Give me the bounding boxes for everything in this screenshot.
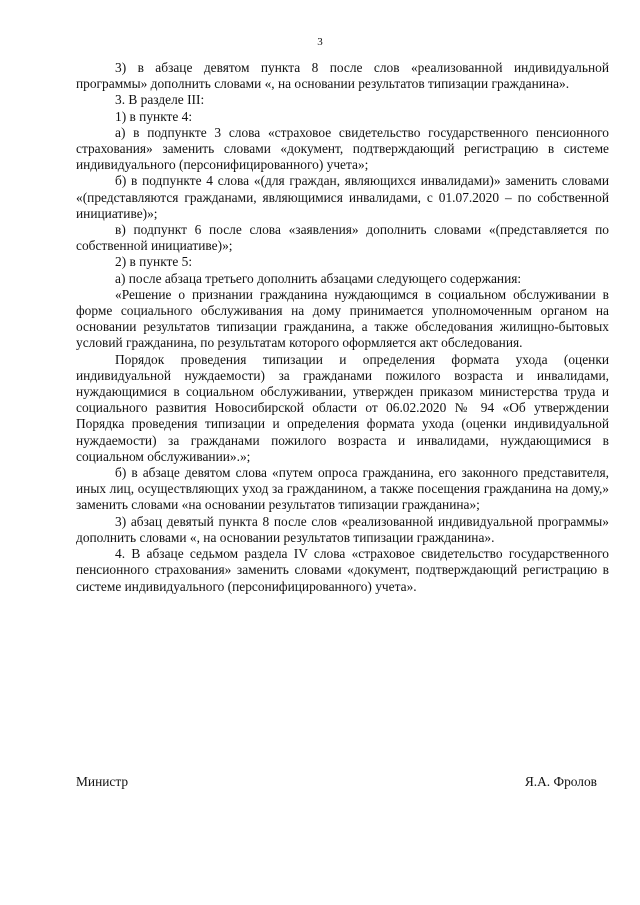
- signatory-name: Я.А. Фролов: [524, 774, 597, 789]
- paragraph: 4. В абзаце седьмом раздела IV слова «страховое свидетельство государственного пенсионного страхования» заменить словами «документ, подтверждающий регистрацию в системе индивидуального (персонифицированного) учета».: [76, 546, 609, 594]
- page-number: 3: [317, 36, 323, 48]
- paragraph: а) после абзаца третьего дополнить абзацами следующего содержания:: [115, 270, 522, 286]
- paragraph: 2) в пункте 5:: [115, 254, 193, 270]
- paragraph: 3. В разделе III:: [115, 92, 205, 108]
- paragraph: 3) в абзаце девятом пункта 8 после слов «реализованной индивидуальной программы» дополнить словами «, на основании результатов типизации гражданина».: [76, 60, 609, 92]
- document-body: [76, 60, 609, 595]
- paragraph: Порядок проведения типизации и определения формата ухода (оценки индивидуальной нуждаемости) за гражданами пожилого возраста и инвалидами, нуждающимися в социальном обслуживании, утвержден приказом министерства труда и социального развития Новосибирской области от 06.02.2020 № 94 «Об утверждении Порядка проведения типизации и определения формата ухода (оценки индивидуальной нуждаемости) за гражданами пожилого возраста и инвалидами, нуждающимися в социальном обслуживании».»;: [76, 351, 609, 464]
- paragraph: 1) в пункте 4:: [115, 108, 193, 124]
- paragraph: б) в подпункте 4 слова «(для граждан, являющихся инвалидами)» заменить словами «(представляются гражданами, являющимися инвалидами, с 01.07.2020 – по собственной инициативе)»;: [76, 173, 609, 221]
- signatory-role: Министр: [76, 774, 129, 789]
- paragraph: «Решение о признании гражданина нуждающимся в социальном обслуживании в форме социального обслуживания на дому принимается уполномоченным органом на основании результатов типизации гражданина, а также обследования жилищно-бытовых условий гражданина, по результатам которого оформляется акт обследования.: [76, 286, 609, 351]
- paragraph: в) подпункт 6 после слова «заявления» дополнить словами «(представляется по собственной инициативе)»;: [76, 222, 609, 254]
- paragraph: а) в подпункте 3 слова «страховое свидетельство государственного пенсионного страхования» заменить словами «документ, подтверждающий регистрацию в системе индивидуального (персонифицированного) учета»;: [76, 124, 609, 173]
- paragraph: б) в абзаце девятом слова «путем опроса гражданина, его законного представителя, иных лиц, осуществляющих уход за гражданином, а также посещения гражданина на дому,» заменить словами «на основании результатов типизации гражданина»;: [76, 465, 609, 513]
- paragraph: 3) абзац девятый пункта 8 после слов «реализованной индивидуальной программы» дополнить словами «, на основании результатов типизации гражданина».: [76, 513, 609, 545]
